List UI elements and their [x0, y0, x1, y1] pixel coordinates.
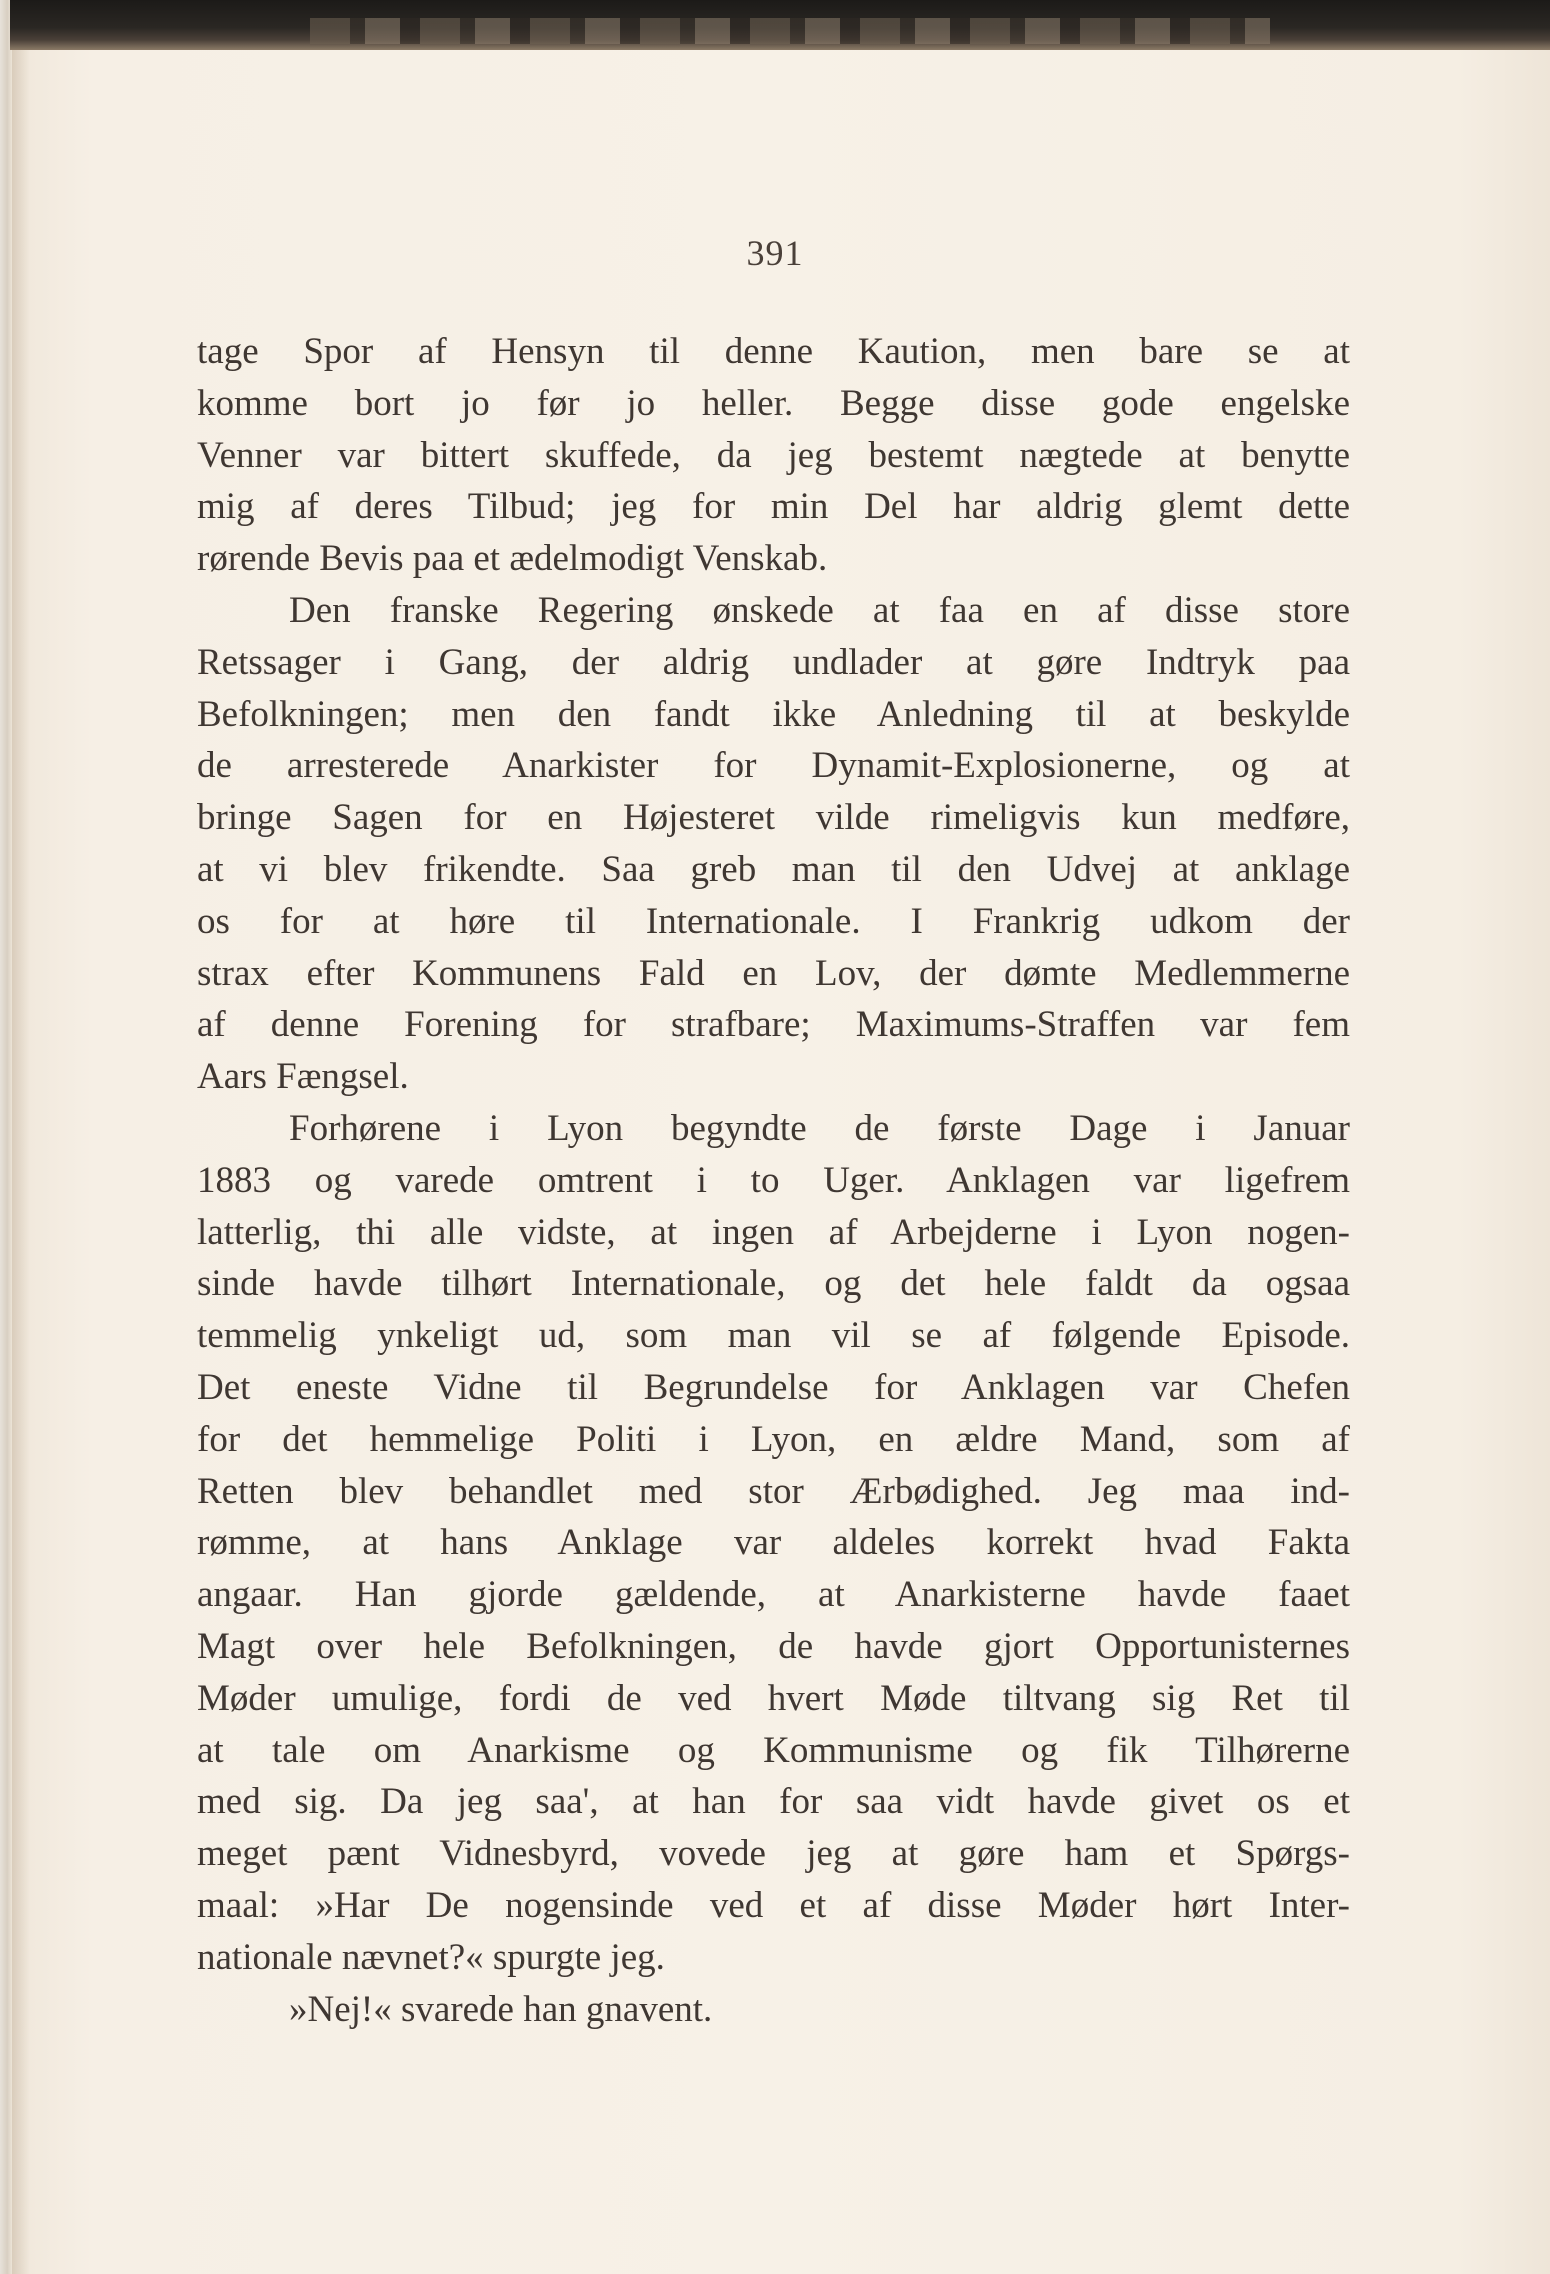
text-line: af denne Forening for strafbare; Maximums-Straffen var fem: [197, 1004, 1350, 1046]
text-line: Venner var bittert skuffede, da jeg bestemt nægtede at benytte: [197, 434, 1350, 476]
text-line: temmelig ynkeligt ud, som man vil se af følgende Episode.: [197, 1315, 1350, 1357]
text-line: Magt over hele Befolkningen, de havde gjort Opportunisternes: [197, 1625, 1350, 1667]
text-line: komme bort jo før jo heller. Begge disse gode engelske: [197, 382, 1350, 424]
text-line: 1883 og varede omtrent i to Uger. Anklagen var ligefrem: [197, 1159, 1350, 1201]
text-line: angaar. Han gjorde gældende, at Anarkisterne havde faaet: [197, 1574, 1350, 1616]
spine-shadow: [12, 50, 30, 2274]
text-line: Møder umulige, fordi de ved hvert Møde tiltvang sig Ret til: [197, 1677, 1350, 1719]
text-line: mig af deres Tilbud; jeg for min Del har aldrig glemt dette: [197, 486, 1350, 528]
binding-texture: [310, 18, 1270, 44]
text-line: rømme, at hans Anklage var aldeles korrekt hvad Fakta: [197, 1522, 1350, 1564]
text-line: »Nej!« svarede han gnavent.: [289, 1988, 713, 2030]
text-line: Befolkningen; men den fandt ikke Anledning til at beskylde: [197, 693, 1350, 735]
text-line: Den franske Regering ønskede at faa en af disse store: [289, 589, 1350, 631]
text-line: tage Spor af Hensyn til denne Kaution, men bare se at: [197, 331, 1350, 372]
text-line: de arresterede Anarkister for Dynamit-Explosionerne, og at: [197, 745, 1350, 787]
text-line: latterlig, thi alle vidste, at ingen af Arbejderne i Lyon nogen-: [197, 1211, 1350, 1253]
text-line: for det hemmelige Politi i Lyon, en ældre Mand, som af: [197, 1418, 1350, 1460]
text-line: nationale nævnet?« spurgte jeg.: [197, 1936, 665, 1978]
text-line: maal: »Har De nogensinde ved et af disse Møder hørt Inter-: [197, 1884, 1350, 1926]
text-line: Retten blev behandlet med stor Ærbødighed. Jeg maa ind-: [197, 1470, 1350, 1512]
text-line: rørende Bevis paa et ædelmodigt Venskab.: [197, 538, 828, 580]
text-line: at tale om Anarkisme og Kommunisme og fik Tilhørerne: [197, 1729, 1350, 1771]
text-line: meget pænt Vidnesbyrd, vovede jeg at gøre ham et Spørgs-: [197, 1833, 1350, 1875]
text-line: Aars Fængsel.: [197, 1056, 409, 1098]
text-line: Retssager i Gang, der aldrig undlader at gøre Indtryk paa: [197, 641, 1350, 683]
body-text: [197, 326, 1350, 2035]
text-line: Det eneste Vidne til Begrundelse for Anklagen var Chefen: [197, 1366, 1350, 1408]
scan-top-edge: [10, 0, 1550, 50]
text-line: os for at høre til Internationale. I Frankrig udkom der: [197, 900, 1350, 942]
text-line: bringe Sagen for en Højesteret vilde rimeligvis kun medføre,: [197, 797, 1350, 839]
text-line: at vi blev frikendte. Saa greb man til den Udvej at anklage: [197, 848, 1350, 890]
page-left-edge: [0, 0, 12, 2274]
page-number: 391: [746, 233, 804, 273]
text-line: med sig. Da jeg saa', at han for saa vidt havde givet os et: [197, 1781, 1350, 1823]
text-line: sinde havde tilhørt Internationale, og det hele faldt da ogsaa: [197, 1263, 1350, 1305]
text-line: Forhørene i Lyon begyndte de første Dage i Januar: [289, 1107, 1350, 1149]
text-line: strax efter Kommunens Fald en Lov, der dømte Medlemmerne: [197, 952, 1350, 994]
